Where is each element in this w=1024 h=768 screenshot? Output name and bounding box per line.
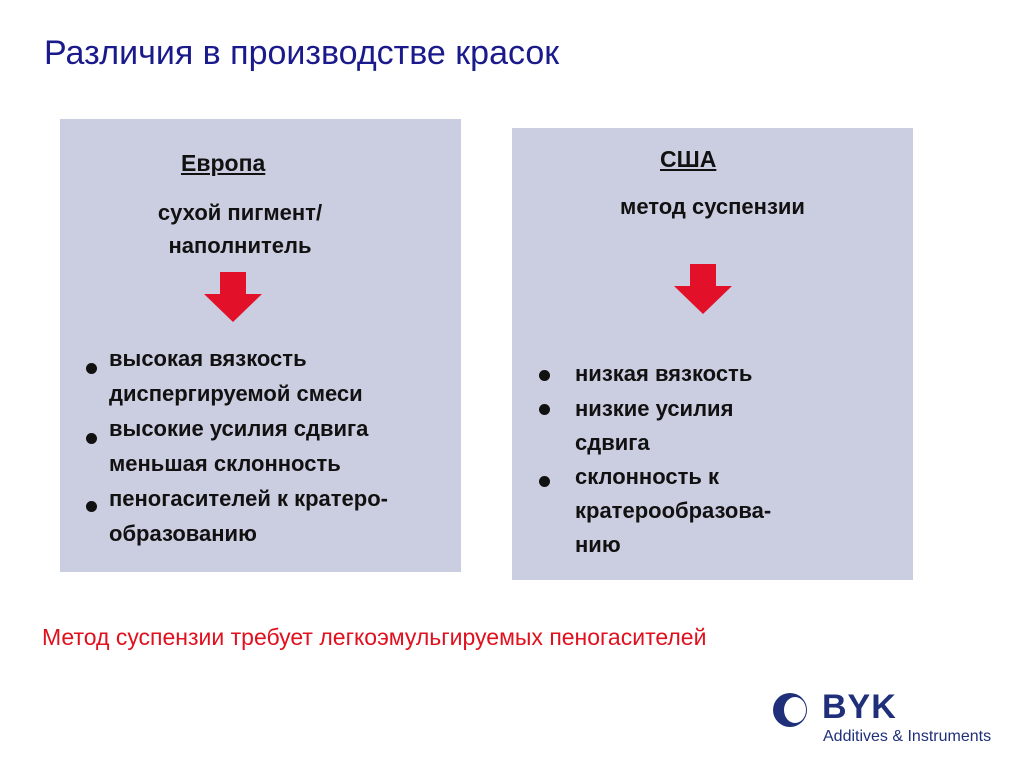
europe-subtitle	[100, 196, 380, 262]
byk-logo-icon	[770, 690, 814, 734]
usa-subtitle: метод суспензии	[620, 194, 805, 219]
europe-point-line: пеногасителей к кратеро-	[109, 486, 388, 511]
down-arrow-icon	[204, 272, 262, 322]
usa-heading: США	[660, 146, 717, 172]
usa-point-line: низкие усилия	[575, 396, 734, 421]
bullet-icon	[86, 433, 97, 444]
europe-point-line: диспергируемой смеси	[109, 381, 363, 406]
europe-point-line: меньшая склонность	[109, 451, 341, 476]
europe-subtitle-line: сухой пигмент/	[157, 200, 323, 225]
bullet-icon	[539, 370, 550, 381]
europe-point-line: высокая вязкость	[109, 346, 307, 371]
usa-point-line: кратерообразова-	[575, 498, 772, 523]
europe-point-line: образованию	[109, 521, 257, 546]
bullet-icon	[539, 404, 550, 415]
bullet-icon	[539, 476, 550, 487]
europe-point-line: высокие усилия сдвига	[109, 416, 369, 441]
usa-point-line: сдвига	[575, 430, 650, 455]
logo-tagline: Additives & Instruments	[823, 728, 992, 745]
europe-subtitle-line: наполнитель	[168, 233, 312, 258]
usa-point-line: низкая вязкость	[575, 361, 753, 386]
slide-title: Различия в производстве красок	[44, 34, 560, 72]
logo-wordmark: BYK	[822, 688, 897, 726]
europe-heading: Европа	[181, 150, 266, 176]
usa-point-line: нию	[575, 532, 621, 557]
conclusion-note: Метод суспензии требует легкоэмульгируемых пеногасителей	[42, 624, 707, 650]
bullet-icon	[86, 363, 97, 374]
bullet-icon	[86, 501, 97, 512]
down-arrow-icon	[674, 264, 732, 314]
usa-point-line: склонность к	[575, 464, 720, 489]
